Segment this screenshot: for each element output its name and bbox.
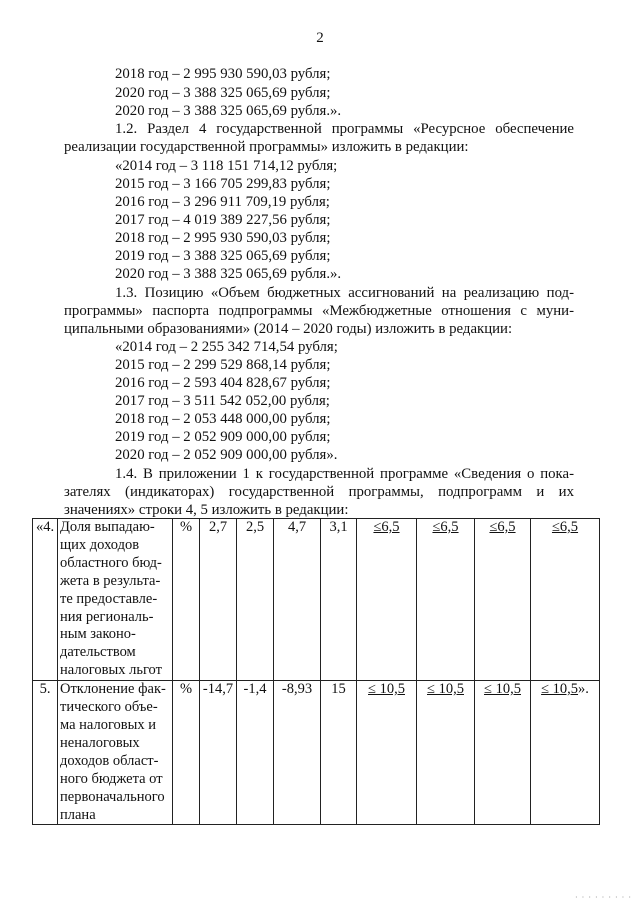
paragraph-line: значениях» строки 4, 5 изложить в редакции:: [64, 502, 349, 518]
target-value: ≤6,5: [489, 519, 516, 535]
target-value: ≤6,5: [373, 519, 400, 535]
name-line: ным законо-: [60, 626, 136, 643]
text-line: 2020 год – 2 052 909 000,00 рубля».: [115, 447, 338, 463]
value-2019: [417, 519, 475, 681]
target-value: ≤ 10,5: [368, 681, 405, 698]
value-2017: 15: [321, 681, 357, 825]
text-line: 2020 год – 3 388 325 065,69 рубля;: [115, 85, 331, 101]
text-line: 2016 год – 3 296 911 709,19 рубля;: [115, 194, 330, 210]
name-line: Отклонение фак-: [60, 681, 166, 698]
value-2020: [475, 681, 531, 825]
scan-marks: · · · · · · · · ·: [575, 893, 632, 902]
name-line: плана: [60, 806, 96, 823]
value-2016: 4,7: [274, 519, 321, 681]
name-line: тического объе-: [60, 699, 158, 716]
paragraph-line: зателях (индикаторах) государственной программы, подпрограмм и их: [64, 484, 574, 500]
unit-cell: %: [173, 681, 200, 825]
text-line: 2020 год – 3 388 325 065,69 рубля.».: [115, 266, 342, 282]
paragraph-line: 1.2. Раздел 4 государственной программы «Ресурсное обеспечение: [115, 121, 574, 137]
page-number: 2: [316, 30, 324, 46]
name-line: жета в результа-: [60, 572, 161, 589]
text-line: 2017 год – 3 511 542 052,00 рубля;: [115, 393, 330, 409]
target-value: ≤6,5: [432, 519, 459, 535]
value-2018: [357, 681, 417, 825]
paragraph-line: реализации государственной программы» изложить в редакции:: [64, 139, 469, 155]
name-line: ма налоговых и: [60, 716, 157, 733]
name-line: ного бюджета от: [60, 770, 163, 787]
name-line: неналоговых: [60, 734, 140, 751]
name-line: щих доходов: [60, 536, 140, 553]
value-2018: [357, 519, 417, 681]
name-line: Доля выпадаю-: [60, 519, 155, 535]
name-line: те предоставле-: [60, 590, 158, 607]
text-line: 2015 год – 2 299 529 868,14 рубля;: [115, 357, 331, 373]
target-value: ≤ 10,5: [484, 681, 521, 698]
text-line: 2018 год – 2 995 930 590,03 рубля;: [115, 230, 331, 246]
value-2014: 2,7: [200, 519, 237, 681]
value-2017: 3,1: [321, 519, 357, 681]
target-value: ≤ 10,5: [427, 681, 464, 698]
table-row: [33, 681, 600, 825]
text-line: 2015 год – 3 166 705 299,83 рубля;: [115, 176, 331, 192]
target-value: ≤6,5: [551, 519, 579, 535]
row-number: 5.: [33, 681, 58, 825]
indicator-name: [58, 681, 173, 825]
paragraph-line: ципальными образованиями» (2014 – 2020 годы) изложить в редакции:: [64, 321, 513, 337]
name-line: дательством: [60, 644, 136, 661]
text-line: 2019 год – 3 388 325 065,69 рубля;: [115, 248, 331, 264]
text-line: «2014 год – 2 255 342 714,54 рубля;: [115, 339, 338, 355]
text-line: 2019 год – 2 052 909 000,00 рубля;: [115, 429, 331, 445]
value-2014: -14,7: [200, 681, 237, 825]
paragraph-line: 1.3. Позицию «Объем бюджетных ассигнований на реализацию под-: [115, 285, 574, 301]
text-line: 2020 год – 3 388 325 065,69 рубля.».: [115, 103, 342, 119]
value-2019: [417, 681, 475, 825]
value-2021: [531, 519, 600, 681]
paragraph-line: 1.4. В приложении 1 к государственной программе «Сведения о пока-: [115, 466, 574, 482]
paragraph-line: программы» паспорта подпрограммы «Межбюджетные отношения с муни-: [64, 303, 574, 319]
value-2021: [531, 681, 600, 825]
unit-cell: %: [173, 519, 200, 681]
table-row: [33, 519, 600, 681]
name-line: первоначального: [60, 788, 165, 805]
row-number: «4.: [33, 519, 58, 681]
name-line: налоговых льгот: [60, 662, 162, 679]
text-line: 2018 год – 2 995 930 590,03 рубля;: [115, 66, 331, 82]
text-line: «2014 год – 3 118 151 714,12 рубля;: [115, 158, 338, 174]
value-2016: -8,93: [274, 681, 321, 825]
value-2015: -1,4: [237, 681, 274, 825]
text-line: 2016 год – 2 593 404 828,67 рубля;: [115, 375, 331, 391]
text-line: 2018 год – 2 053 448 000,00 рубля;: [115, 411, 331, 427]
indicator-name: [58, 519, 173, 681]
closing-quote: ».: [578, 681, 589, 698]
value-2020: [475, 519, 531, 681]
name-line: доходов област-: [60, 752, 159, 769]
value-2015: 2,5: [237, 519, 274, 681]
text-line: 2017 год – 4 019 389 227,56 рубля;: [115, 212, 331, 228]
indicators-table: [32, 518, 600, 825]
name-line: областного бюд-: [60, 554, 162, 571]
target-value: ≤ 10,5: [541, 681, 579, 698]
name-line: ния региональ-: [60, 608, 154, 625]
